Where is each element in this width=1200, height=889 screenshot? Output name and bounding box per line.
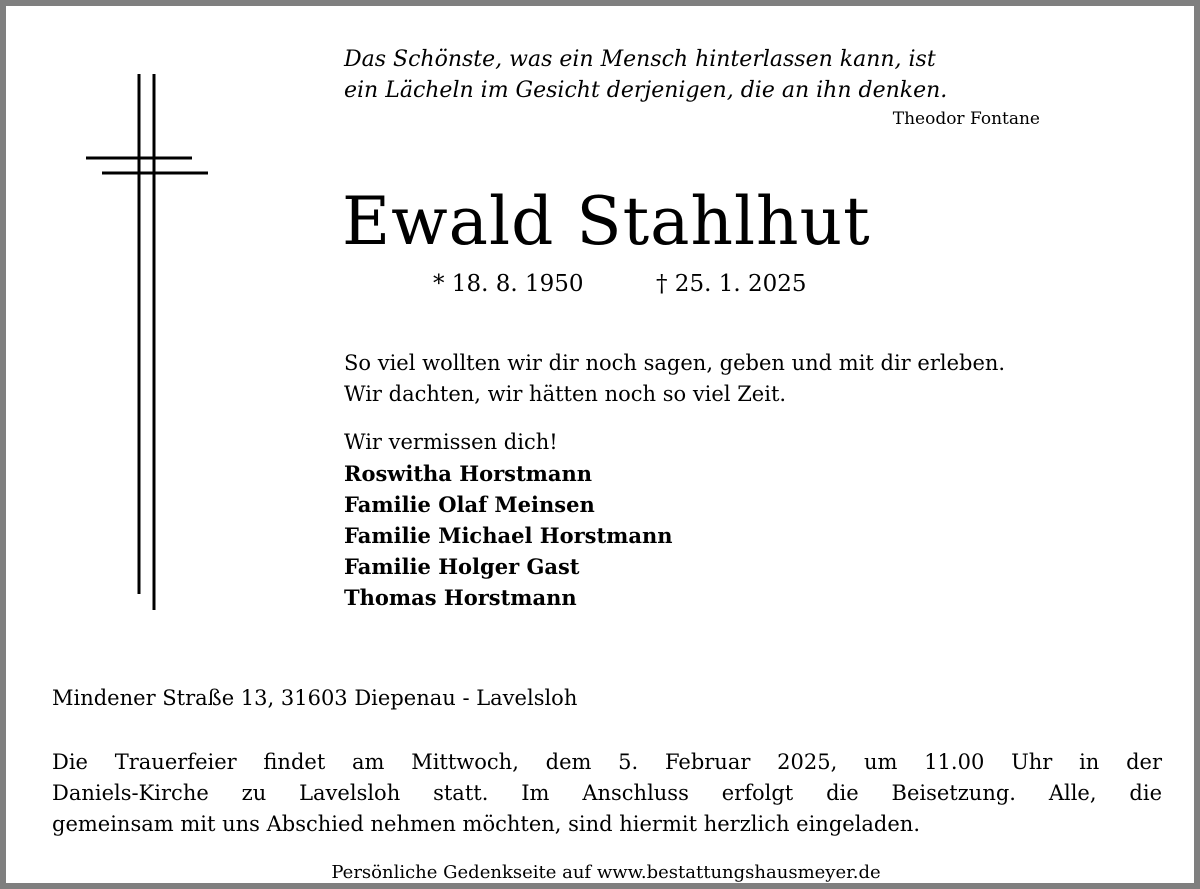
death-date: † 25. 1. 2025 (656, 271, 807, 297)
verse-line: Wir dachten, wir hätten noch so viel Zeit. (344, 382, 787, 406)
quote-line: Das Schönste, was ein Mensch hinterlassen kann, ist (344, 47, 936, 72)
birth-date: * 18. 8. 1950 (433, 271, 584, 297)
cross-icon (84, 58, 214, 614)
verse (344, 348, 1005, 410)
mourner-name: Roswitha Horstmann (344, 461, 593, 486)
mourner-name: Familie Holger Gast (344, 554, 580, 579)
funeral-notice-line: gemeinsam mit uns Abschied nehmen möchten, sind hiermit herzlich eingeladen. (52, 812, 921, 836)
mourners-list (344, 427, 673, 613)
funeral-notice (52, 747, 1162, 840)
address: Mindener Straße 13, 31603 Diepenau - Lavelsloh (52, 686, 578, 710)
quote-author: Theodor Fontane (892, 109, 1040, 129)
mourner-name: Thomas Horstmann (344, 585, 577, 610)
memorial-page-footer: Persönliche Gedenkseite auf www.bestattungshausmeyer.de (331, 862, 881, 883)
mourner-name: Familie Michael Horstmann (344, 523, 673, 548)
quote-line: ein Lächeln im Gesicht derjenigen, die an ihn denken. (344, 78, 948, 103)
funeral-notice-line: Daniels-Kirche zu Lavelsloh statt. Im Anschluss erfolgt die Beisetzung. Alle, die (52, 781, 1162, 805)
verse-line: So viel wollten wir dir noch sagen, geben und mit dir erleben. (344, 351, 1006, 375)
quote (344, 44, 1044, 106)
funeral-notice-line: Die Trauerfeier findet am Mittwoch, dem 5. Februar 2025, um 11.00 Uhr in der (52, 750, 1162, 774)
mourner-name: Familie Olaf Meinsen (344, 492, 595, 517)
deceased-name: Ewald Stahlhut (342, 183, 871, 260)
mourners-intro: Wir vermissen dich! (344, 430, 558, 454)
